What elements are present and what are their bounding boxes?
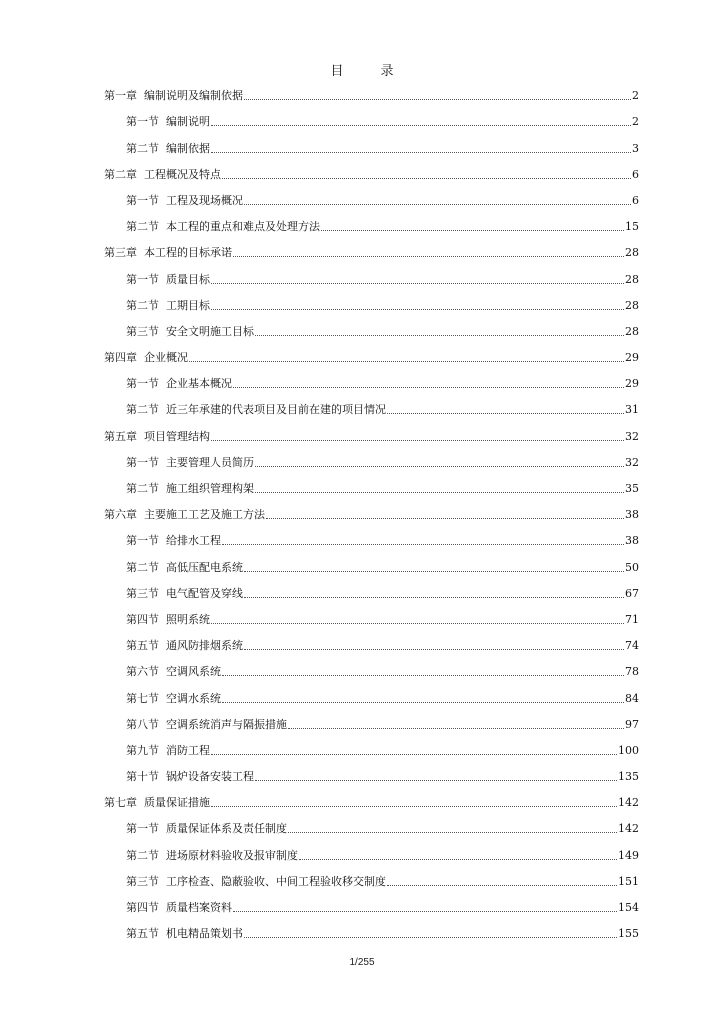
toc-chapter-entry[interactable] [104, 76, 639, 102]
toc-entry-number: 第十节 [126, 770, 159, 784]
toc-entry-title: 本工程的重点和难点及处理方法 [166, 220, 320, 234]
toc-dot-leader [211, 623, 624, 624]
toc-entry-number: 第一节 [126, 822, 159, 836]
toc-entry-number: 第五节 [126, 927, 159, 941]
toc-section-entry[interactable] [104, 181, 639, 207]
toc-entry-title: 质量档案资料 [166, 901, 232, 914]
table-of-contents [104, 76, 639, 940]
toc-entry-title: 空调风系统 [166, 665, 221, 679]
toc-entry-title: 质量目标 [166, 272, 210, 286]
toc-chapter-entry[interactable] [104, 338, 639, 364]
toc-dot-leader [244, 937, 617, 938]
toc-dot-leader [387, 413, 624, 414]
toc-entry-number: 第四节 [126, 901, 159, 914]
toc-entry-page: 3 [632, 141, 639, 155]
toc-entry-number: 第一章 [104, 89, 137, 103]
toc-section-entry[interactable] [104, 390, 639, 416]
toc-entry-page: 28 [625, 298, 639, 312]
toc-entry-number: 第三节 [126, 874, 159, 888]
toc-chapter-entry[interactable] [104, 416, 639, 442]
toc-section-entry[interactable] [104, 600, 639, 626]
toc-chapter-entry[interactable] [104, 233, 639, 259]
toc-dot-leader [211, 754, 617, 755]
toc-dot-leader [222, 675, 624, 676]
toc-section-entry[interactable] [104, 809, 639, 835]
toc-entry-number: 第一节 [126, 534, 159, 548]
toc-entry-page: 2 [632, 115, 639, 129]
page-number: 1/255 [349, 957, 375, 968]
toc-entry-page: 31 [625, 403, 639, 417]
toc-entry-title: 近三年承建的代表项目及目前在建的项目情况 [166, 403, 386, 417]
toc-entry-number: 第二节 [126, 298, 159, 312]
toc-entry-page: 74 [625, 639, 639, 653]
toc-entry-page: 38 [625, 508, 639, 522]
toc-entry-title: 主要管理人员简历 [166, 455, 254, 469]
toc-entry-title: 机电精品策划书 [166, 927, 243, 941]
toc-entry-number: 第二节 [126, 560, 159, 574]
toc-dot-leader [288, 728, 624, 729]
toc-entry-title: 施工组织管理构架 [166, 482, 254, 495]
toc-dot-leader [233, 256, 624, 257]
toc-entry-page: 135 [618, 770, 639, 784]
toc-entry-page: 6 [632, 167, 639, 181]
toc-entry-page: 142 [618, 822, 639, 836]
toc-dot-leader [288, 832, 617, 833]
toc-entry-title: 高低压配电系统 [166, 560, 243, 574]
toc-section-entry[interactable] [104, 443, 639, 469]
toc-entry-number: 第六节 [126, 665, 159, 679]
toc-entry-page: 15 [625, 220, 639, 234]
toc-title: 目 录 [330, 64, 406, 79]
toc-dot-leader [244, 649, 624, 650]
toc-section-entry[interactable] [104, 862, 639, 888]
toc-entry-page: 28 [625, 272, 639, 286]
toc-dot-leader [211, 283, 624, 284]
toc-entry-number: 第一节 [126, 377, 159, 391]
toc-dot-leader [211, 152, 631, 153]
toc-dot-leader [255, 466, 624, 467]
toc-section-entry[interactable] [104, 574, 639, 600]
toc-entry-title: 质量保证体系及责任制度 [166, 822, 287, 836]
toc-entry-title: 企业概况 [144, 351, 188, 365]
toc-dot-leader [244, 99, 631, 100]
toc-chapter-entry[interactable] [104, 783, 639, 809]
toc-dot-leader [266, 518, 624, 519]
toc-section-entry[interactable] [104, 914, 639, 940]
toc-entry-title: 质量保证措施 [144, 796, 210, 810]
toc-dot-leader [299, 859, 617, 860]
toc-entry-page: 67 [625, 586, 639, 600]
toc-entry-number: 第五章 [104, 429, 137, 443]
toc-entry-number: 第六章 [104, 508, 137, 522]
toc-entry-title: 编制依据 [166, 141, 210, 155]
toc-entry-number: 第七节 [126, 691, 159, 705]
toc-entry-number: 第八节 [126, 717, 159, 731]
toc-entry-page: 151 [618, 874, 639, 888]
toc-entry-title: 工程及现场概况 [166, 193, 243, 207]
toc-entry-number: 第三章 [104, 246, 137, 260]
toc-entry-page: 142 [618, 796, 639, 810]
toc-entry-title: 编制说明 [166, 115, 210, 129]
toc-entry-title: 消防工程 [166, 743, 210, 757]
toc-entry-number: 第一节 [126, 193, 159, 207]
toc-dot-leader [222, 544, 624, 545]
toc-entry-title: 工程概况及特点 [144, 167, 221, 181]
toc-section-entry[interactable] [104, 521, 639, 547]
toc-entry-number: 第四节 [126, 612, 159, 626]
toc-section-entry[interactable] [104, 888, 639, 914]
toc-section-entry[interactable] [104, 835, 639, 861]
toc-entry-number: 第九节 [126, 743, 159, 757]
toc-entry-page: 32 [625, 429, 639, 443]
toc-entry-page: 2 [632, 89, 639, 103]
toc-entry-page: 6 [632, 193, 639, 207]
toc-entry-number: 第四章 [104, 351, 137, 365]
toc-entry-number: 第七章 [104, 796, 137, 810]
toc-entry-page: 50 [625, 560, 639, 574]
toc-section-entry[interactable] [104, 128, 639, 154]
toc-entry-page: 29 [625, 351, 639, 365]
toc-entry-page: 97 [625, 717, 639, 731]
toc-entry-number: 第一节 [126, 115, 159, 129]
toc-entry-title: 通风防排烟系统 [166, 639, 243, 653]
toc-entry-number: 第一节 [126, 455, 159, 469]
toc-section-entry[interactable] [104, 547, 639, 573]
toc-entry-page: 38 [625, 534, 639, 548]
toc-section-entry[interactable] [104, 678, 639, 704]
toc-dot-leader [211, 125, 631, 126]
toc-entry-title: 给排水工程 [166, 534, 221, 548]
toc-section-entry[interactable] [104, 102, 639, 128]
toc-entry-number: 第二节 [126, 220, 159, 234]
toc-entry-title: 本工程的目标承诺 [144, 246, 232, 260]
toc-section-entry[interactable] [104, 705, 639, 731]
toc-entry-page: 29 [625, 377, 639, 391]
toc-entry-title: 工序检查、隐蔽验收、中间工程验收移交制度 [166, 874, 386, 888]
toc-entry-page: 149 [618, 848, 639, 862]
toc-entry-number: 第五节 [126, 639, 159, 653]
toc-entry-title: 编制说明及编制依据 [144, 89, 243, 103]
toc-section-entry[interactable] [104, 364, 639, 390]
toc-dot-leader [244, 571, 624, 572]
toc-entry-title: 锅炉设备安装工程 [166, 770, 254, 784]
toc-entry-page: 84 [625, 691, 639, 705]
toc-entry-page: 100 [618, 743, 639, 757]
toc-dot-leader [189, 361, 624, 362]
toc-dot-leader [211, 309, 624, 310]
toc-dot-leader [233, 387, 624, 388]
toc-entry-page: 71 [625, 612, 639, 626]
toc-entry-title: 安全文明施工目标 [166, 324, 254, 338]
toc-chapter-entry[interactable] [104, 495, 639, 521]
toc-dot-leader [255, 335, 624, 336]
toc-entry-title: 电气配管及穿线 [166, 586, 243, 600]
toc-dot-leader [222, 702, 624, 703]
toc-entry-number: 第二节 [126, 403, 159, 417]
toc-dot-leader [211, 806, 617, 807]
toc-dot-leader [244, 204, 631, 205]
toc-entry-number: 第二节 [126, 848, 159, 862]
toc-entry-page: 35 [625, 482, 639, 495]
toc-entry-page: 154 [618, 901, 639, 914]
toc-entry-number: 第三节 [126, 586, 159, 600]
toc-chapter-entry[interactable] [104, 155, 639, 181]
toc-entry-page: 28 [625, 246, 639, 260]
toc-dot-leader [387, 885, 617, 886]
toc-entry-page: 32 [625, 455, 639, 469]
toc-entry-title: 企业基本概况 [166, 377, 232, 391]
toc-entry-title: 工期目标 [166, 298, 210, 312]
toc-entry-title: 进场原材料验收及报审制度 [166, 848, 298, 862]
toc-section-entry[interactable] [104, 312, 639, 338]
toc-section-entry[interactable] [104, 469, 639, 495]
toc-section-entry[interactable] [104, 207, 639, 233]
toc-entry-title: 空调水系统 [166, 691, 221, 705]
toc-entry-number: 第一节 [126, 272, 159, 286]
toc-dot-leader [244, 597, 624, 598]
toc-dot-leader [321, 230, 624, 231]
toc-dot-leader [255, 780, 617, 781]
toc-dot-leader [211, 440, 624, 441]
toc-entry-title: 主要施工工艺及施工方法 [144, 508, 265, 522]
toc-section-entry[interactable] [104, 731, 639, 757]
toc-entry-number: 第三节 [126, 324, 159, 338]
toc-entry-title: 项目管理结构 [144, 429, 210, 443]
toc-section-entry[interactable] [104, 757, 639, 783]
toc-section-entry[interactable] [104, 259, 639, 285]
toc-section-entry[interactable] [104, 626, 639, 652]
toc-entry-page: 78 [625, 665, 639, 679]
toc-entry-title: 照明系统 [166, 612, 210, 626]
toc-dot-leader [233, 911, 617, 912]
toc-dot-leader [255, 492, 624, 493]
toc-entry-number: 第二节 [126, 141, 159, 155]
toc-entry-page: 28 [625, 324, 639, 338]
toc-entry-page: 155 [618, 927, 639, 941]
toc-section-entry[interactable] [104, 652, 639, 678]
toc-entry-title: 空调系统消声与隔振措施 [166, 717, 287, 731]
toc-dot-leader [222, 178, 631, 179]
toc-entry-number: 第二章 [104, 167, 137, 181]
toc-entry-number: 第二节 [126, 482, 159, 495]
toc-section-entry[interactable] [104, 286, 639, 312]
